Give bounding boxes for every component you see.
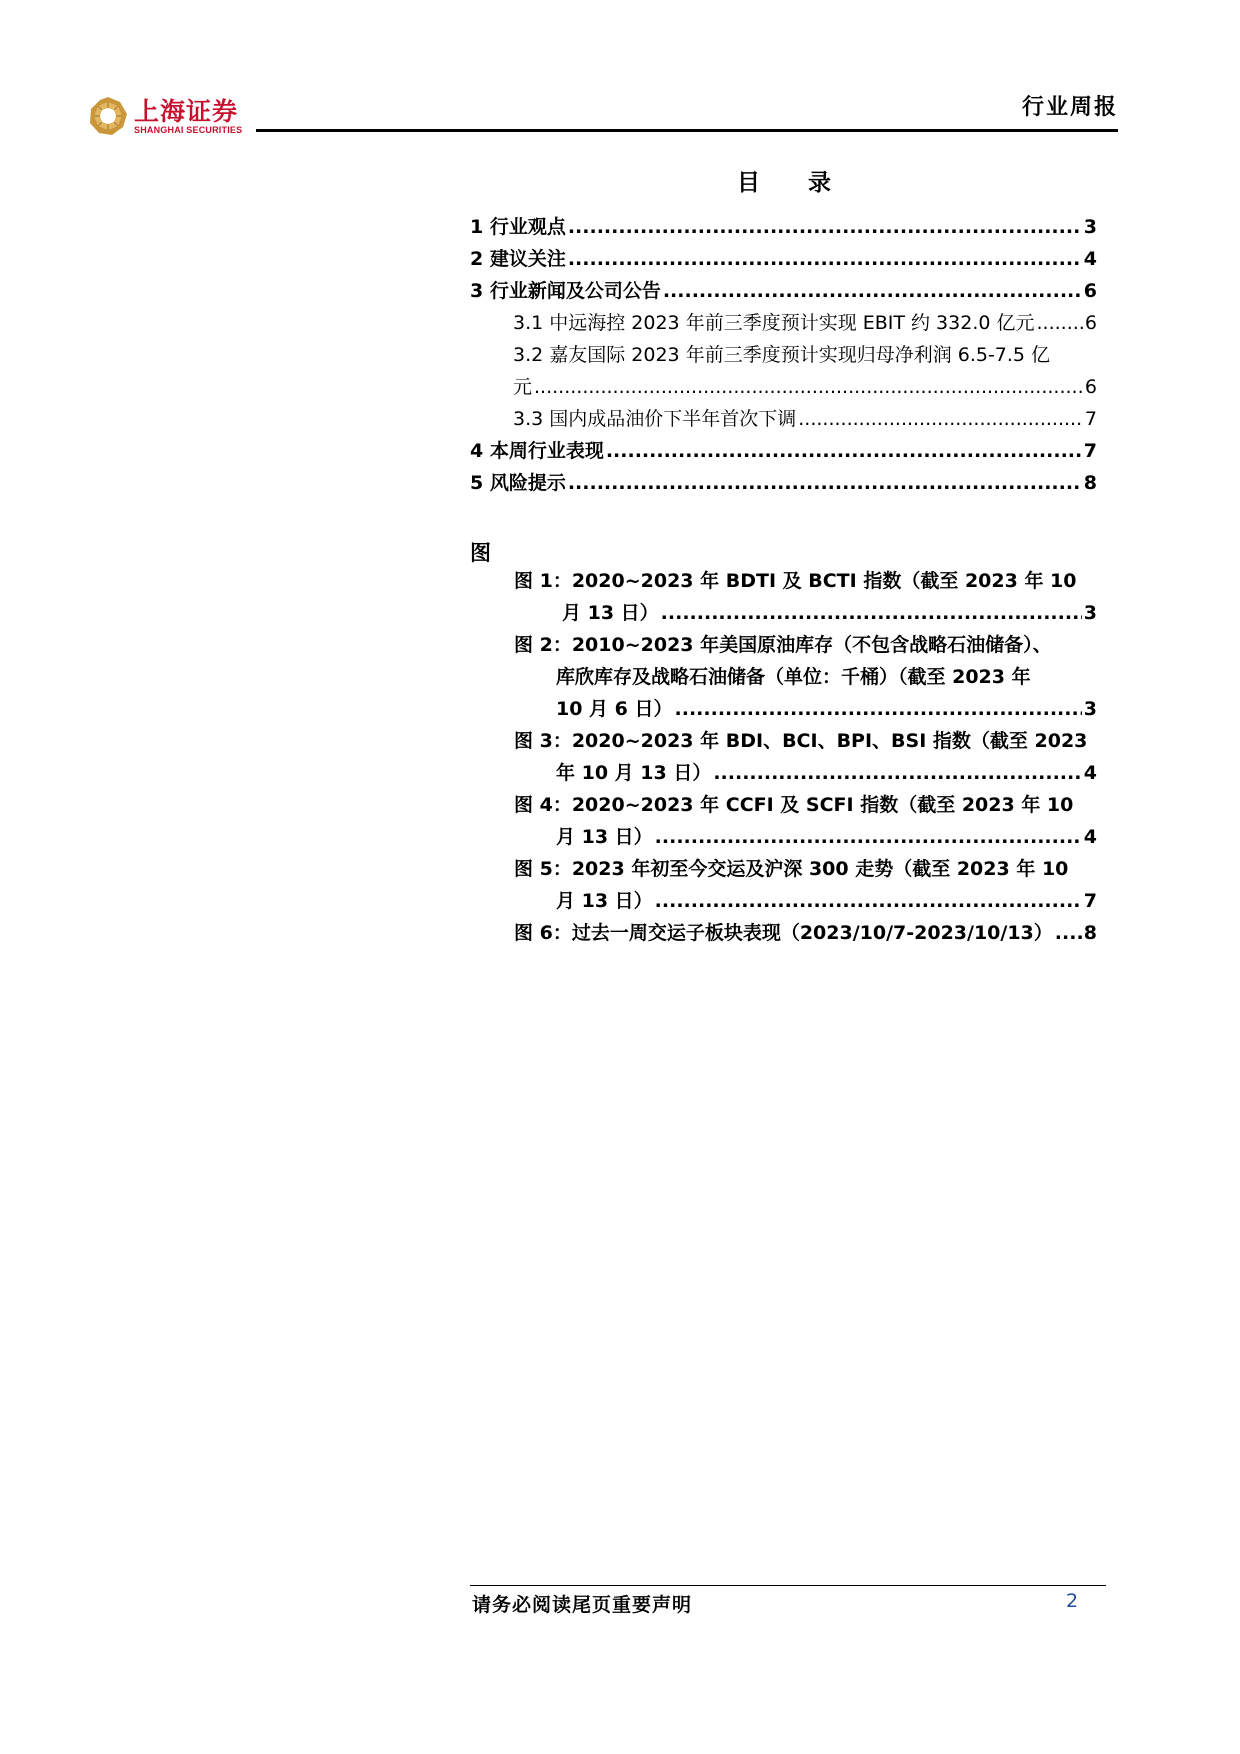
gold-octagon-emblem-icon <box>88 96 128 136</box>
figure-entry-label: 月 13 日） <box>562 602 659 624</box>
toc-leader-dots <box>798 406 1083 432</box>
toc-entry-page: 6 <box>1084 312 1097 334</box>
toc-entry-page: 6 <box>1083 280 1097 302</box>
toc-subentry-label-line1[interactable]: 3.2 嘉友国际 2023 年前三季度预计实现归母净利润 6.5-7.5 亿 <box>513 344 1051 366</box>
toc-entry[interactable] <box>470 470 1097 496</box>
toc-subentry[interactable] <box>513 374 1097 400</box>
logo-chinese-name: 上海证券 <box>134 96 239 126</box>
toc-leader-dots <box>1037 310 1083 336</box>
header-divider <box>256 129 1118 132</box>
figure-entry-page: 4 <box>1083 762 1097 784</box>
report-type-label: 行业周报 <box>1021 95 1118 120</box>
figure-entry-line[interactable]: 图 2：2010~2023 年美国原油库存（不包含战略石油储备）、 <box>514 634 1052 656</box>
figure-entry[interactable] <box>514 920 1097 946</box>
figure-entry-line[interactable]: 库欣库存及战略石油储备（单位：千桶）（截至 2023 年 <box>556 666 1031 688</box>
toc-entry-label: 3.1 中远海控 2023 年前三季度预计实现 EBIT 约 332.0 亿元 <box>513 312 1035 334</box>
figure-entry-line[interactable]: 图 1：2020~2023 年 BDTI 及 BCTI 指数（截至 2023 年 10 <box>514 570 1077 592</box>
figure-entry[interactable] <box>556 888 1097 914</box>
toc-entry[interactable] <box>470 438 1097 464</box>
toc-entry[interactable] <box>470 246 1097 272</box>
disclaimer-note: 请务必阅读尾页重要声明 <box>472 1594 693 1616</box>
toc-leader-dots <box>655 824 1082 850</box>
toc-leader-dots <box>1055 920 1082 946</box>
toc-entry-label: 1 行业观点 <box>470 216 566 238</box>
toc-leader-dots <box>606 438 1082 464</box>
toc-leader-dots <box>534 374 1083 400</box>
footer-divider <box>470 1585 1106 1586</box>
toc-entry-page: 6 <box>1084 376 1097 398</box>
figure-list-heading: 图 <box>470 541 491 565</box>
toc-entry-label: 5 风险提示 <box>470 472 566 494</box>
brand-logo <box>88 96 242 136</box>
logo-english-name: SHANGHAI SECURITIES <box>134 124 243 135</box>
toc-title: 目 录 <box>736 170 851 196</box>
toc-leader-dots <box>663 278 1082 304</box>
figure-entry-label: 10 月 6 日） <box>556 698 673 720</box>
toc-subentry[interactable] <box>513 406 1097 432</box>
toc-leader-dots <box>655 888 1082 914</box>
figure-entry-page: 4 <box>1083 826 1097 848</box>
page-number: 2 <box>1066 1590 1079 1612</box>
toc-entry-page: 4 <box>1083 248 1097 270</box>
figure-entry[interactable] <box>562 600 1097 626</box>
toc-entry-label: 元 <box>513 376 533 398</box>
toc-entry-page: 3 <box>1083 216 1097 238</box>
toc-leader-dots <box>568 470 1082 496</box>
figure-entry-page: 7 <box>1083 890 1097 912</box>
figure-entry-page: 8 <box>1083 922 1097 944</box>
figure-entry-page: 3 <box>1083 602 1097 624</box>
toc-leader-dots <box>713 760 1081 786</box>
toc-entry-page: 8 <box>1083 472 1097 494</box>
toc-leader-dots <box>568 246 1082 272</box>
figure-entry[interactable] <box>556 824 1097 850</box>
figure-entry-label: 月 13 日） <box>556 890 653 912</box>
toc-entry[interactable] <box>470 214 1097 240</box>
toc-leader-dots <box>675 696 1082 722</box>
figure-entry[interactable] <box>556 760 1097 786</box>
toc-entry-label: 3 行业新闻及公司公告 <box>470 280 661 302</box>
toc-entry-page: 7 <box>1084 408 1097 430</box>
figure-entry-label: 图 6：过去一周交运子板块表现（2023/10/7-2023/10/13） <box>514 922 1053 944</box>
figure-entry-label: 年 10 月 13 日） <box>556 762 712 784</box>
toc-entry-page: 7 <box>1083 440 1097 462</box>
figure-entry[interactable] <box>556 696 1097 722</box>
figure-entry-line[interactable]: 图 3：2020~2023 年 BDI、BCI、BPI、BSI 指数（截至 2023 <box>514 730 1088 752</box>
toc-entry-label: 3.3 国内成品油价下半年首次下调 <box>513 408 797 430</box>
toc-subentry[interactable] <box>513 310 1097 336</box>
toc-leader-dots <box>661 600 1082 626</box>
toc-entry-label: 4 本周行业表现 <box>470 440 604 462</box>
figure-entry-label: 月 13 日） <box>556 826 653 848</box>
toc-leader-dots <box>568 214 1082 240</box>
figure-entry-line[interactable]: 图 5：2023 年初至今交运及沪深 300 走势（截至 2023 年 10 <box>514 858 1069 880</box>
toc-entry-label: 2 建议关注 <box>470 248 566 270</box>
figure-entry-page: 3 <box>1083 698 1097 720</box>
toc-entry[interactable] <box>470 278 1097 304</box>
figure-entry-line[interactable]: 图 4：2020~2023 年 CCFI 及 SCFI 指数（截至 2023 年 10 <box>514 794 1074 816</box>
